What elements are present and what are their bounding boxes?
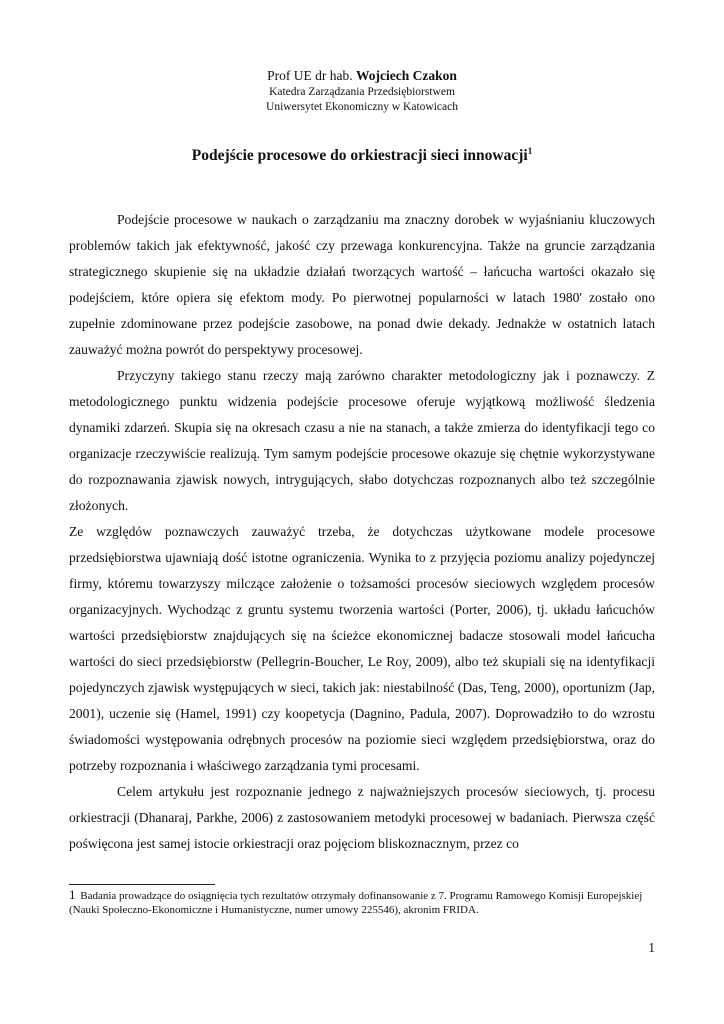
- page-number: 1: [648, 940, 655, 955]
- title-footnote-ref[interactable]: 1: [527, 145, 533, 156]
- footnote-divider: [69, 884, 215, 885]
- footnote-text: Badania prowadzące do osiągnięcia tych rezultatów otrzymały dofinansowanie z 7. Programu Ramowego Komisji Europejskiej (Nauki Społeczno-Ekonomiczne i Humanistyczne, numer umowy 225546), akronim FRIDA.: [69, 890, 643, 916]
- author-name: Wojciech Czakon: [355, 68, 457, 83]
- paragraph-1: Podejście procesowe w naukach o zarządzaniu ma znaczny dorobek w wyjaśnianiu kluczowych problemów takich jak efektywność, jakość czy przewaga konkurencyjna. Także na gruncie zarządzania strategicznego skupienie się na układzie działań tworzących wartość – łańcucha wartości okazało się podejściem, które opiera się efektom mody. Po pierwotnej popularności w latach 1980' zostało ono zupełnie zdominowane przez podejście zasobowe, na ponad dwie dekady. Jednakże w ostatnich latach zauważyć można powrót do perspektywy procesowej.: [69, 212, 655, 357]
- paragraph-3: Ze względów poznawczych zauważyć trzeba, że dotychczas użytkowane modele procesowe przedsiębiorstwa ujawniają dość istotne ograniczenia. Wynika to z przyjęcia poziomu analizy pojedynczej firmy, któremu towarzyszy milczące założenie o tożsamości procesów sieciowych względem procesów organizacyjnych. Wychodząc z gruntu systemu tworzenia wartości (Porter, 2006), tj. układu łańcuchów wartości przedsiębiorstw znajdujących się na ścieżce ekonomicznej badacze stosowali model łańcucha wartości do sieci przedsiębiorstw (Pellegrin-Boucher, Le Roy, 2009), albo też skupiali się na identyfikacji pojedynczych zjawisk występujących w sieci, takich jak: niestabilność (Das, Teng, 2000), oportunizm (Jap, 2001), uczenie się (Hamel, 1991) czy koopetycja (Dagnino, Padula, 2007). Doprowadziło to do wzrostu świadomości występowania odrębnych procesów na poziomie sieci względem przedsiębiorstwa, oraz do potrzeby rozpoznania i właściwego zarządzania tymi procesami.: [69, 524, 655, 773]
- footnote: [69, 888, 655, 917]
- paper-title: [0, 146, 724, 166]
- footnote-mark: 1: [69, 887, 76, 902]
- author-line: [0, 67, 724, 85]
- body-text: [69, 207, 655, 857]
- paper-title-text: Podejście procesowe do orkiestracji sieci innowacji: [191, 147, 528, 164]
- header-block: [0, 67, 724, 115]
- paragraph-2: Przyczyny takiego stanu rzeczy mają zarówno charakter metodologiczny jak i poznawczy. Z metodologicznego punktu widzenia podejście procesowe oferuje wyjątkową możliwość śledzenia dynamiki zdarzeń. Skupia się na okresach czasu a nie na stanach, a także zmierza do identyfikacji tego co organizacje rzeczywiście realizują. Tym samym podejście procesowe okazuje się chętnie wykorzystywane do rozpoznawania zjawisk nowych, intrygujących, słabo dotychczas rozpoznanych albo też szczególnie złożonych.: [69, 368, 655, 513]
- paragraph-4: Celem artykułu jest rozpoznanie jednego z najważniejszych procesów sieciowych, tj. procesu orkiestracji (Dhanaraj, Parkhe, 2006) z zastosowaniem metodyki procesowej w badaniach. Pierwsza część poświęcona jest samej istocie orkiestracji oraz pojęciom bliskoznacznym, przez co: [69, 784, 655, 851]
- university: Uniwersytet Ekonomiczny w Katowicach: [266, 101, 458, 113]
- author-prefix: Prof UE dr hab.: [267, 68, 356, 83]
- department: Katedra Zarządzania Przedsiębiorstwem: [269, 86, 455, 98]
